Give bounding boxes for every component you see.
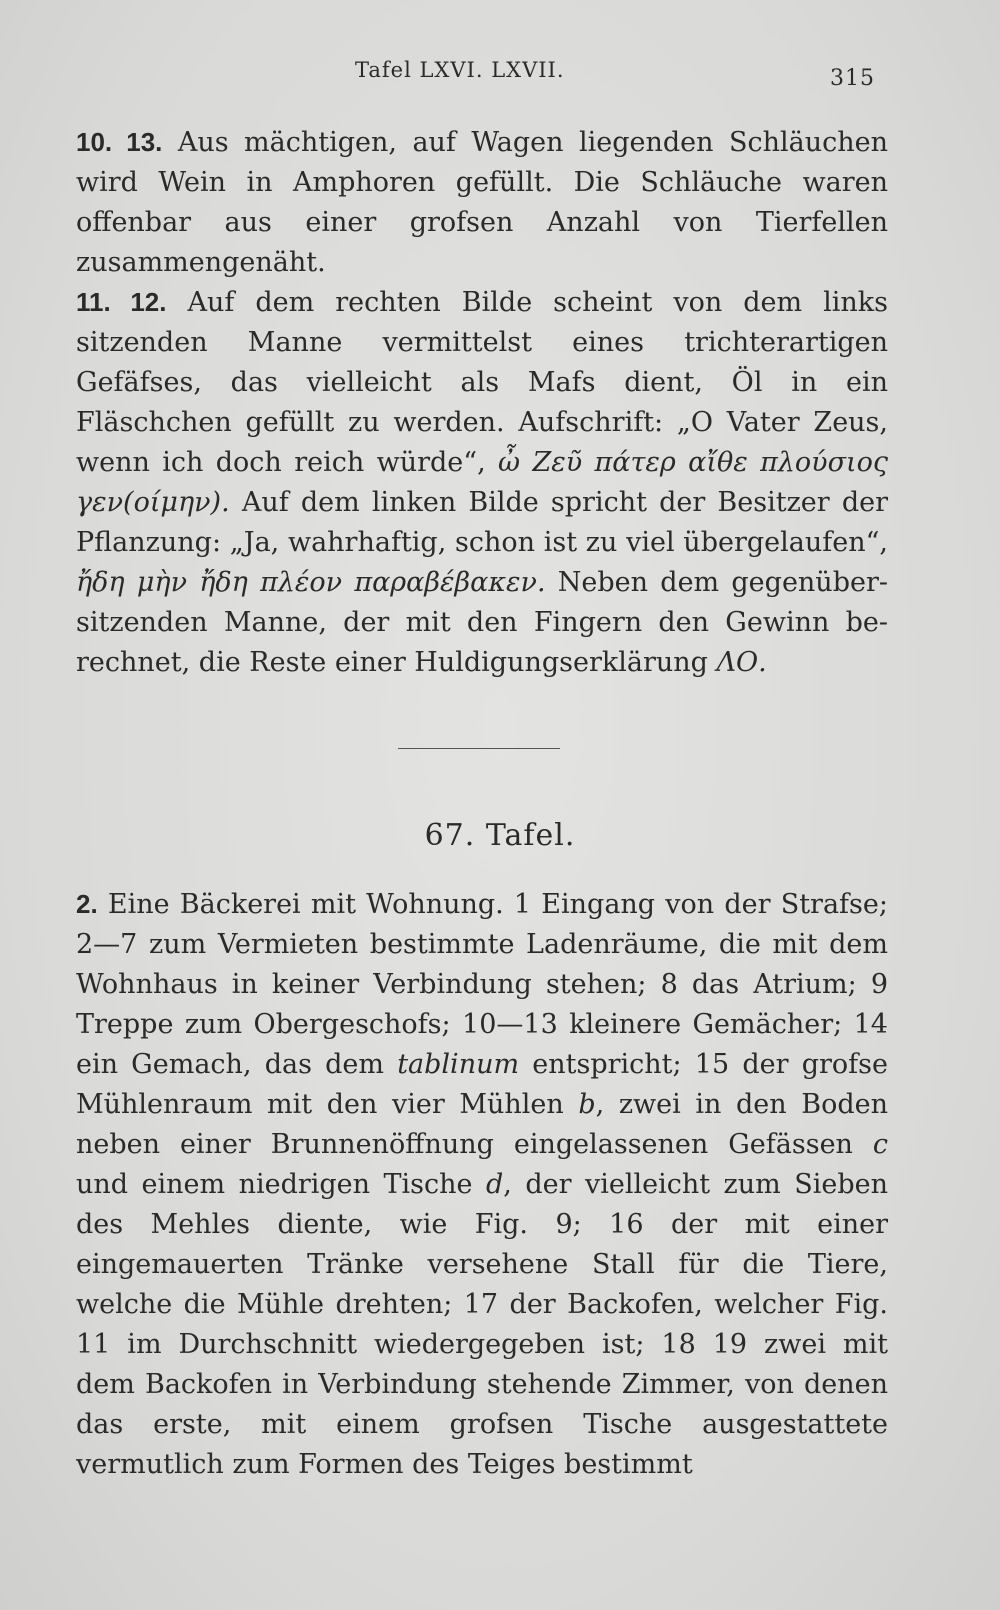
paragraph-figure-2 [76,884,888,1485]
greek-inscription: ὦ Ζεῦ πάτερ αἴθε πλούσιος γεν(οίμην). [76,447,888,518]
paragraph-text: und einem niedrigen Tische [76,1169,473,1200]
paragraph-figures-10-13 [76,122,888,283]
section-divider [398,748,560,749]
italic-letter: c [872,1129,888,1160]
paragraph-text: Aus mächtigen, auf Wagen liegenden Schläuchen wird Wein in Amphoren gefüllt. Die Schläuche waren offenbar aus einer grofsen Anzahl von Tierfellen zusammengenäht. [76,127,889,278]
paragraph-text: Auf dem linken Bilde spricht der Besitzer der Pflanzung: „Ja, wahrhaftig, schon ist zu viel übergelaufen“, [76,487,888,558]
paragraph-figures-11-12 [76,282,888,683]
italic-term: tablinum [397,1049,520,1080]
figure-reference: 11. 12. [76,287,167,317]
greek-inscription: ΛΟ. [716,647,767,678]
section-heading: 67. Tafel. [424,818,576,853]
paragraph-text: Auf dem rechten Bilde scheint von dem links sitzenden Manne vermittelst eines trichterartigen Gefäfses, das vielleicht als Mafs dient, Öl in ein Fläschchen gefüllt zu werden. Aufschrift: „O Vater Zeus, wenn ich doch reich würde“, [76,287,888,478]
paragraph-text: , zwei in den Boden neben einer Brunnenöffnung eingelassenen Gefässen [76,1089,888,1160]
italic-letter: d [485,1169,504,1200]
italic-letter: b [578,1089,596,1120]
figure-reference: 10. 13. [76,127,163,157]
page-number: 315 [830,66,875,91]
paragraph-text: entspricht; 15 der grofse Mühlenraum mit den vier Mühlen [76,1049,888,1120]
paragraph-text: Eine Bäckerei mit Wohnung. 1 Eingang von der Strafse; 2—7 zum Vermieten bestimmte Ladenräume, die mit dem Wohnhaus in keiner Verbindung stehen; 8 das Atrium; 9 Treppe zum Obergeschofs; 10—13 kleinere Gemächer; 14 ein Gemach, das dem [76,889,888,1080]
greek-inscription: ἤδη μὴν ἤδη πλέον παραβέβακεν. [76,567,546,598]
figure-reference: 2. [76,889,98,919]
paragraph-text: Neben dem gegenübersitzenden Manne, der mit den Fingern den Gewinn berechnet, die Reste einer Huldigungserklärung [76,567,888,678]
paragraph-text: , der vielleicht zum Sieben des Mehles diente, wie Fig. 9; 16 der mit einer eingemauerten Tränke versehene Stall für die Tiere, welche die Mühle drehten; 17 der Backofen, welcher Fig. 11 im Durchschnitt wiedergegeben ist; 18 19 zwei mit dem Backofen in Verbindung stehende Zimmer, von denen das erste, mit einem grofsen Tische ausgestattete vermutlich zum Formen des Teiges bestimmt [76,1169,888,1480]
running-header: Tafel LXVI. LXVII. [355,58,565,82]
